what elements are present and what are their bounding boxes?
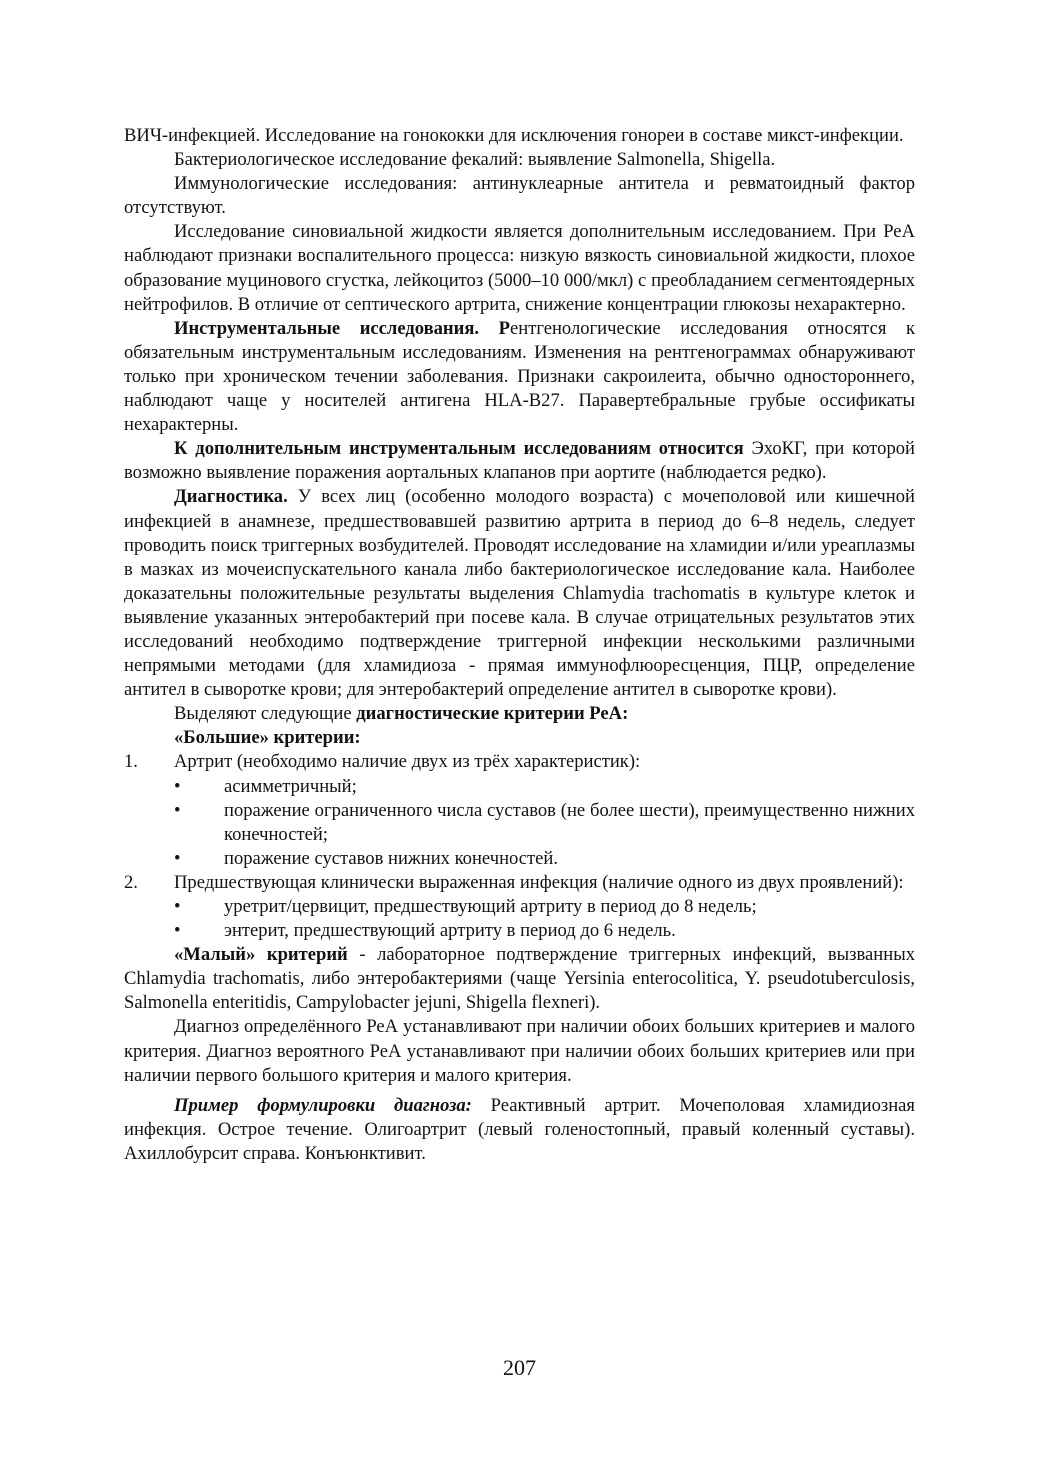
paragraph-diagnosis-rules: Диагноз определённого РеА устанавливают при наличии обоих больших критериев и малого критерия. Диагноз вероятного РеА устанавливают при наличии обоих больших критериев или при наличии первого большого критерия и малого критерия. — [124, 1016, 915, 1086]
criterion-item — [124, 750, 915, 774]
paragraph-immunology: Иммунологические исследования: антинуклеарные антитела и ревматоидный фактор отсутствуют. — [124, 173, 915, 219]
bullet-text: уретрит/цервицит, предшествующий артриту в период до 8 недель; — [224, 896, 757, 917]
bullet-icon: • — [174, 896, 181, 917]
bullet-item — [124, 775, 915, 799]
bullet-icon: • — [174, 847, 181, 869]
diagnostics-text: У всех лиц (особенно молодого возраста) с мочеполовой или кишечной инфекцией в анамнезе, предшествовавшей развитию артрита в период до 6–8 недель, следует проводить поиск триггерных возбудителей. Проводят исследование на хламидии и/или уреаплазмы в мазках из мочеиспускательного канала либо бактериологическое исследование кала. Наиболее доказательны положительные результаты выделения Chlamydia trachomatis в культуре клеток и выявление указанных энтеробактерий при посеве кала. В случае отрицательных результатов этих исследований необходимо подтверждение триггерной инфекции несколькими различными непрямыми методами (для хламидиоза - прямая иммунофлюоресценция, ПЦР, определение антител в сыворотке крови; для энтеробактерий определение антител в сыворотке крови). — [124, 486, 915, 701]
heading-major-criteria: «Большие» критерии: — [174, 727, 361, 749]
paragraph-synovial-fluid: Исследование синовиальной жидкости является дополнительным исследованием. При РеА наблюдают признаки воспалительного процесса: низкую вязкость синовиальной жидкости, плохое образование муцинового сгустка, лейкоцитоз (5000–10 000/мкл) с преобладанием сегментоядерных нейтрофилов. В отличие от септического артрита, снижение концентрации глюкозы нехарактерно. — [124, 221, 915, 315]
heading-additional: К дополнительным инструментальным исследованиям относится — [174, 438, 744, 460]
bullet-text: поражение ограниченного числа суставов (не более шести), преимущественно нижних конечностей; — [224, 799, 915, 845]
heading-instrumental: Инструментальные исследования. Р — [174, 317, 510, 339]
bullet-item — [124, 847, 915, 871]
additional-text: ЭхоКГ, при которой возможно выявление поражения аортальных клапанов при аортите (наблюдается редко). — [124, 438, 916, 484]
bullet-text: энтерит, предшествующий артриту в период до 6 недель. — [224, 920, 676, 942]
paragraph-diagnosis-example — [124, 1094, 915, 1166]
criterion-text: Предшествующая клинически выраженная инфекция (наличие одного из двух проявлений): — [174, 871, 904, 893]
diagnosis-example-text: Реактивный артрит. Мочеполовая хламидиозная инфекция. Острое течение. Олигоартрит (левый голеностопный, правый коленный суставы). Ахиллобурсит справа. Конъюнктивит. — [124, 1094, 915, 1164]
criterion-text: Артрит (необходимо наличие двух из трёх характеристик): — [174, 751, 641, 773]
criterion-item — [124, 871, 915, 895]
paragraph-criteria-intro — [124, 702, 915, 726]
minor-criterion-text: - лабораторное подтверждение триггерных инфекций, вызванных Chlamydia trachomatis, либо энтеробактериями (чаще Yersinia enterocolitica, Y. pseudotuberculosis, Salmonella enteritidis, Campylobacter jejuni, Shigella flexneri). — [124, 944, 915, 1014]
bullet-text: поражение суставов нижних конечностей. — [224, 847, 559, 869]
bullet-item — [124, 799, 915, 847]
heading-diagnosis-example: Пример формулировки диагноза: — [174, 1094, 472, 1116]
page-number: 207 — [503, 1355, 536, 1380]
bullet-icon: • — [174, 799, 181, 821]
paragraph-diagnostics — [124, 485, 915, 702]
criterion-number: 1. — [124, 751, 138, 773]
page-body — [124, 124, 915, 1166]
criteria-intro-text: Выделяют следующие — [174, 703, 357, 725]
bullet-item — [124, 919, 915, 943]
paragraph-minor-criterion — [124, 943, 915, 1015]
instrumental-text: ентгенологические исследования относятся к обязательным инструментальным исследованиям. Изменения на рентгенограммах обнаруживают только при хроническом течении заболевания. Признаки сакроилеита, обычно одностороннего, наблюдают чаще у носителей антигена HLA-B27. Паравертебральные грубые оссификаты нехарактерны. — [124, 317, 915, 436]
paragraph-hiv: ВИЧ-инфекцией. Исследование на гонококки для исключения гонореи в составе микст-инфекции. — [124, 125, 904, 146]
heading-diagnostics: Диагностика. — [174, 486, 288, 508]
heading-minor-criterion: «Малый» критерий — [174, 944, 348, 966]
bullet-text: асимметричный; — [224, 775, 357, 797]
paragraph-additional — [124, 437, 915, 485]
bullet-item — [124, 895, 915, 919]
criterion-number: 2. — [124, 871, 138, 893]
paragraph-instrumental — [124, 317, 915, 437]
bullet-icon: • — [174, 775, 181, 797]
bullet-icon: • — [174, 920, 181, 942]
paragraph-bacteriology: Бактериологическое исследование фекалий: выявление Salmonella, Shigella. — [174, 149, 776, 171]
criteria-intro-bold: диагностические критерии РеА: — [356, 703, 629, 725]
